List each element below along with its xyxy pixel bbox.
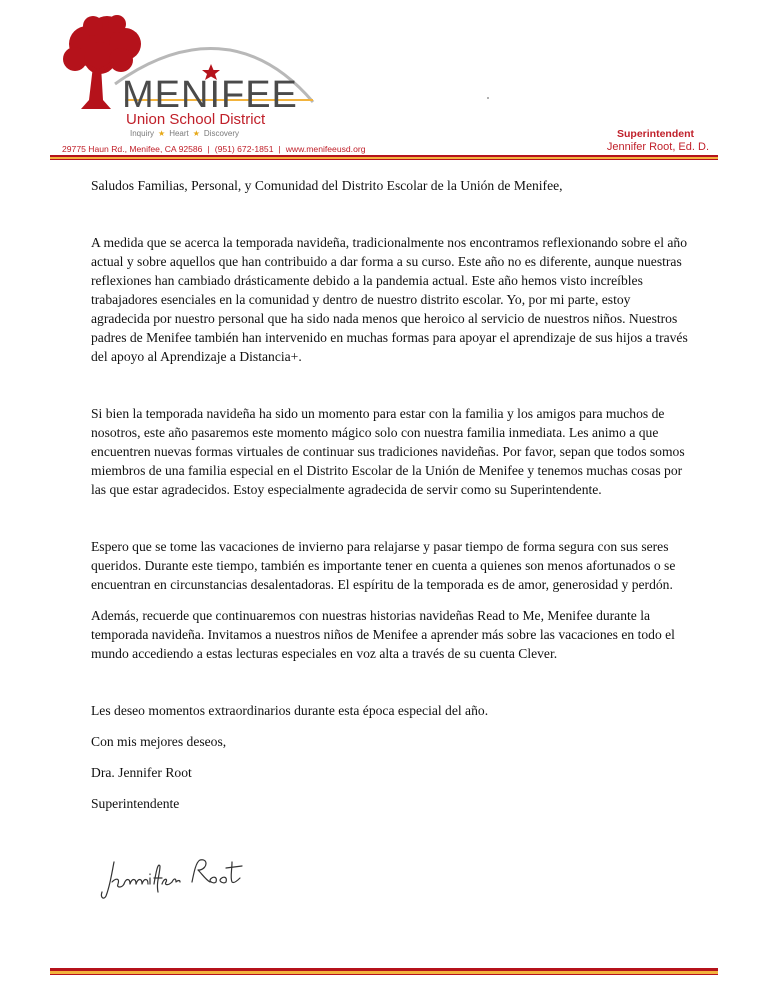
- paragraph: A medida que se acerca la temporada navideña, tradicionalmente nos encontramos reflexionando sobre el año actual y sobre aquellos que han contribuido a dar forma a su curso. Este año no es diferente, aunque nuestras reflexiones han cambiado drásticamente debido a la pandemia actual. Este año hemos visto increíbles trabajadores esenciales en la comunidad y dentro de nuestro distrito escolar. Yo, por mi parte, estoy agradecida por nuestro personal que ha sido nada menos que heroico al servicio de nuestros niños. Nuestros padres de Menifee también han intervenido en muchas formas para apoyar el aprendizaje de sus hijos a través del apoyo al Aprendizaje a Distancia+.: [91, 235, 688, 364]
- website-link[interactable]: www.menifeeusd.org: [285, 144, 366, 154]
- header-divider: [50, 155, 718, 160]
- phone-number: (951) 672-1851: [214, 144, 274, 154]
- tagline-word: Inquiry: [130, 129, 155, 138]
- signer-title: Superintendente: [91, 796, 180, 811]
- separator: |: [278, 144, 281, 154]
- handwritten-signature: [100, 852, 260, 902]
- speck: [487, 97, 489, 99]
- tagline-word: Heart: [169, 129, 189, 138]
- star-icon: ★: [192, 129, 200, 138]
- star-icon: ★: [158, 129, 166, 138]
- closing-line: Les deseo momentos extraordinarios durante esta época especial del año.: [91, 703, 489, 718]
- brand-name: MENIFEE: [122, 74, 298, 116]
- separator: |: [207, 144, 210, 154]
- letterhead: [0, 0, 767, 170]
- superintendent-title: Superintendent: [616, 128, 694, 140]
- paragraph: Además, recuerde que continuaremos con nuestras historias navideñas Read to Me, Menifee durante la temporada navideña. Invitamos a nuestros niños de Menifee a aprender más sobre las vacaciones en todo el mundo accediendo a estas lecturas especiales en voz alta a través de su cuenta Clever.: [91, 608, 675, 661]
- paragraph: Si bien la temporada navideña ha sido un momento para estar con la familia y los amigos para muchos de nosotros, este año pasaremos este momento mágico solo con nuestra familia inmediata. Les animo a que encuentren nuevas formas virtuales de continuar sus tradiciones navideñas. Por favor, sepan que todos somos miembros de una familia especial en el Distrito Escolar de la Unión de Menifee y tenemos muchas cosas por las que estar agradecidos. Estoy especialmente agradecida de servir como su Superintendente.: [91, 406, 685, 497]
- brand-subtitle: Union School District: [126, 111, 266, 128]
- superintendent-name: Jennifer Root, Ed. D.: [606, 141, 709, 153]
- street-address: 29775 Haun Rd., Menifee, CA 92586: [62, 144, 203, 154]
- address-line: [62, 144, 366, 154]
- signer-name: Dra. Jennifer Root: [91, 765, 192, 780]
- paragraph: Espero que se tome las vacaciones de invierno para relajarse y pasar tiempo de forma segura con sus seres queridos. Durante este tiempo, también es importante tener en cuenta a quienes son menos afortunados o se encuentran en circunstancias desalentadoras. El espíritu de la temporada es de amor, generosidad y perdón.: [91, 539, 676, 592]
- tagline-word: Discovery: [203, 129, 240, 138]
- signoff: Con mis mejores deseos,: [91, 734, 227, 749]
- footer-divider: [50, 968, 718, 975]
- letter-body: [91, 176, 691, 813]
- greeting: Saludos Familias, Personal, y Comunidad del Distrito Escolar de la Unión de Menifee,: [91, 178, 563, 193]
- brand-tagline: [130, 129, 239, 138]
